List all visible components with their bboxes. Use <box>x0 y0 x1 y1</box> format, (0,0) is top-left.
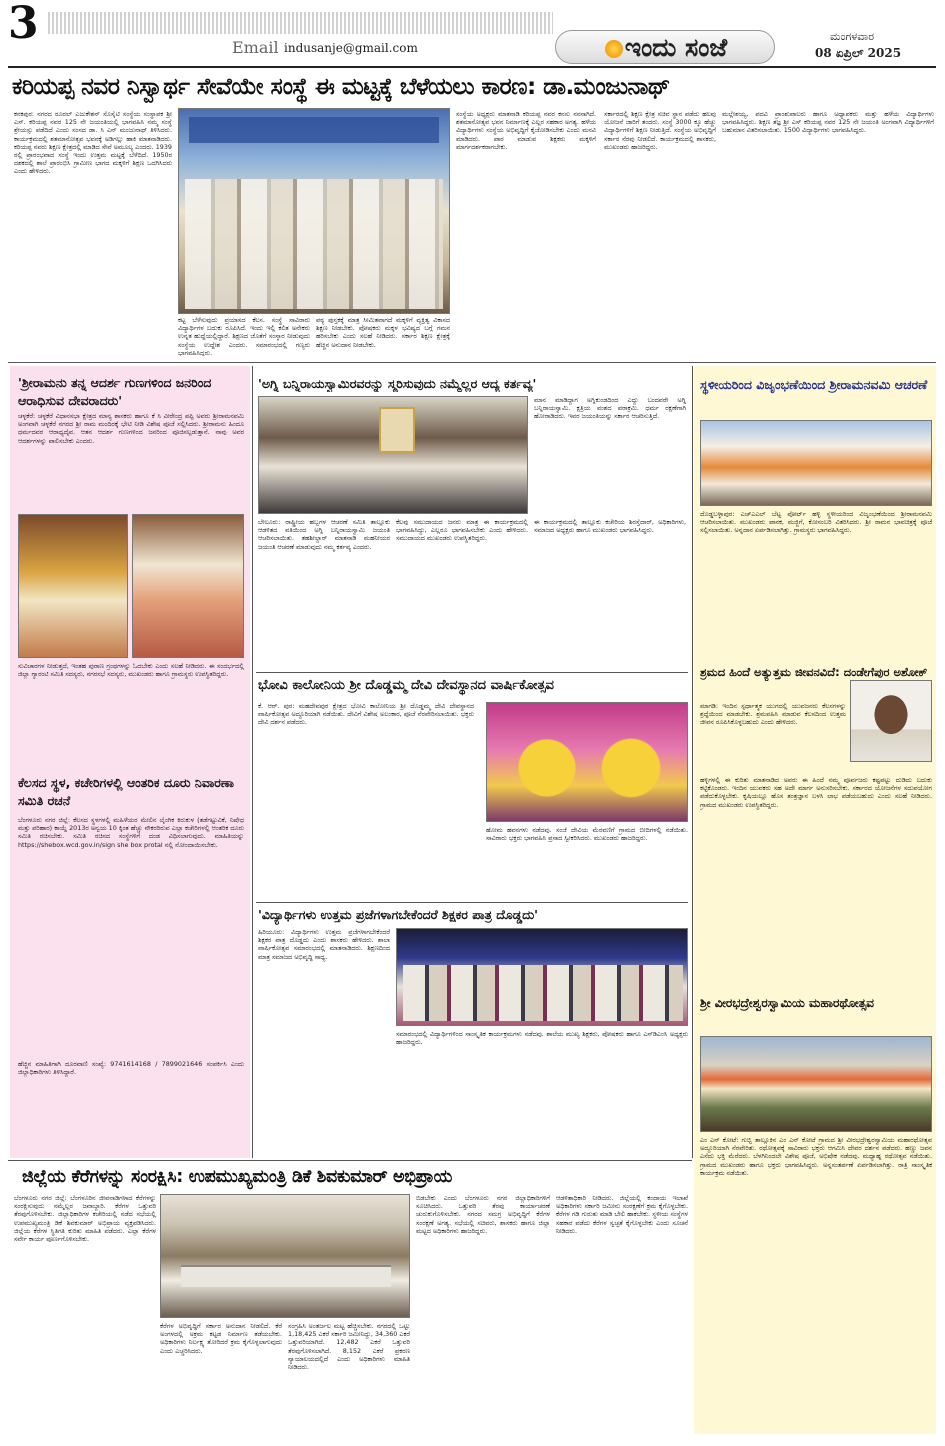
lead-photo-banner <box>189 117 439 143</box>
masthead-text: ಇಂದು ಸಂಜೆ <box>624 33 728 62</box>
complaint-headline: ಕೆಲಸದ ಸ್ಥಳ, ಕಚೇರಿಗಳಲ್ಲಿ ಆಂತರಿಕ ದೂರು ನಿವಾರಣಾ ಸಮಿತಿ ರಚನೆ <box>18 775 234 808</box>
bhovi-body-1: ಕೆ. ಆರ್. ಪುರ: ಮಹದೇವಪುರ ಕ್ಷೇತ್ರದ ಭೋವಿ ಕಾಲೋನಿಯ ಶ್ರೀ ದೊಡ್ಡಮ್ಮ ದೇವಿ ದೇವಸ್ಥಾನದ ವಾರ್ಷಿಕೋತ್ಸವ ಅದ್ದೂರಿಯಾಗಿ ನಡೆಯಿತು. ದೇವಿಗೆ ವಿಶೇಷ ಅಲಂಕಾರ, ಪೂಜೆ ನೆರವೇರಿಸಲಾಯಿತು. ಭಕ್ತರು ದೇವಿ ದರ್ಶನ ಪಡೆದರು. <box>258 702 474 727</box>
lakes-col-1: ಬೆಂಗಳೂರು ನಗರ ಜಿಲ್ಲೆ: ಬೆಂಗಳೂರಿನ ಜೀವನಾಡಿಗಳಾದ ಕೆರೆಗಳನ್ನು ಸಂರಕ್ಷಿಸುವುದು ನಮ್ಮೆಲ್ಲರ ಜವಾಬ್ದಾರಿ. ಕೆರೆಗಳ ಒತ್ತುವರಿ ತೆರವುಗೊಳಿಸಬೇಕು. ಜಿಲ್ಲಾಧಿಕಾರಿಗಳ ಕಚೇರಿಯಲ್ಲಿ ನಡೆದ ಸಭೆಯಲ್ಲಿ ಉಪಮುಖ್ಯಮಂತ್ರಿ ಡಿಕೆ ಶಿವಕುಮಾರ್ ಅಭಿಪ್ರಾಯ ವ್ಯಕ್ತಪಡಿಸಿದರು. ಜಿಲ್ಲೆಯ ಕೆರೆಗಳ ಸ್ಥಿತಿಗತಿ ಕುರಿತು ಮಾಹಿತಿ ಪಡೆದರು. ಎಲ್ಲಾ ಕೆರೆಗಳ ಸರ್ವೇ ಕಾರ್ಯ ಪೂರ್ಣಗೊಳಿಸಬೇಕು. <box>14 1194 156 1244</box>
agni-body-2: ಬೇಲೂರು: ರಾಷ್ಟ್ರೀಯ ಹಬ್ಬಗಳ ಆಚರಣೆ ಸಮಿತಿ ತಾಲ್ಲೂಕು ಆಡಳಿತದ ವತಿಯಿಂದ ಅಗ್ನಿ ಬನ್ನಿರಾಯಸ್ವಾಮಿ ಜಯಂತಿ ಆಚರಿಸಲಾಯಿತು. ತಹಶೀಲ್ದಾರ್ ಮಾತನಾಡಿ ಮಹನೀಯರ ಜಯಂತಿ ಆಚರಣೆ ಮಾಡುವುದು ನಮ್ಮ ಕರ್ತವ್ಯ ಎಂದರು. <box>258 518 390 551</box>
bhovi-headline: ಭೋವಿ ಕಾಲೋನಿಯ ಶ್ರೀ ದೊಡ್ಡಮ್ಮ ದೇವಿ ದೇವಸ್ಥಾನದ ವಾರ್ಷಿಕೋತ್ಸವ <box>258 678 554 693</box>
ramanavami-photo <box>700 420 932 506</box>
ashok-headline: ಶ್ರಮದ ಹಿಂದೆ ಅತ್ಯುತ್ತಮ ಜೀವನವಿದೆ: ದಂಡೇಗೆಪುರ ಅಶೋಕ್ <box>700 665 928 679</box>
email-address[interactable]: indusanje@gmail.com <box>284 41 418 55</box>
veerabhadra-body: ಎಂ ಎನ್ ಕೋಟೆ: ಗುಬ್ಬಿ ತಾಲ್ಲೂಕಿನ ಎಂ ಎನ್ ಕೋಟೆ ಗ್ರಾಮದ ಶ್ರೀ ವೀರಭದ್ರೇಶ್ವರಸ್ವಾಮಿಯ ಮಹಾರಥೋತ್ಸವ ಅದ್ದೂರಿಯಾಗಿ ನೆರವೇರಿತು. ರಥೋತ್ಸವಕ್ಕೆ ಸಾವಿರಾರು ಭಕ್ತರು ಆಗಮಿಸಿ ದೇವರ ದರ್ಶನ ಪಡೆದರು. ಹಣ್ಣು ಜವನ ಎಸೆದು ಭಕ್ತಿ ಮೆರೆದರು. ಬೆಳಗಿನಿಂದಲೇ ವಿಶೇಷ ಪೂಜೆ, ಅಭಿಷೇಕ ನಡೆದವು. ಮಧ್ಯಾಹ್ನ ರಥೋತ್ಸವ ನಡೆಯಿತು. ಗ್ರಾಮದ ಮುಖಂಡರು ಹಾಗೂ ಭಕ್ತರು ಭಾಗವಹಿಸಿದ್ದರು. ಅನ್ನಸಂತರ್ಪಣೆ ಏರ್ಪಡಿಸಲಾಗಿತ್ತು. ರಾತ್ರಿ ಸಾಂಸ್ಕೃತಿಕ ಕಾರ್ಯಕ್ರಮ ನಡೆಯಿತು. <box>700 1136 932 1177</box>
veerabhadra-headline: ಶ್ರೀ ವೀರಭದ್ರೇಶ್ವರಸ್ವಾಮಿಯ ಮಹಾರಥೋತ್ಸವ <box>700 996 874 1010</box>
lead-col-5: ಸರ್ಕಾರದಲ್ಲಿ ಶಿಕ್ಷಣ ಕ್ಷೇತ್ರ ಸಚಿವ ಸ್ಥಾನ ಪಡೆದು ಹಲವು ಯೋಜನೆ ಜಾರಿಗೆ ತಂದರು. ಸಂಸ್ಥೆ 3000 ಕ್ಕೂ ಹೆಚ್ಚು ವಿದ್ಯಾರ್ಥಿಗಳಿಗೆ ಶಿಕ್ಷಣ ನೀಡುತ್ತಿದೆ. ಸಂಸ್ಥೆಯ ಅಭಿವೃದ್ಧಿಗೆ ಸರ್ಕಾರ ನೆರವು ನೀಡಲಿದೆ. ಕಾರ್ಯಕ್ರಮದಲ್ಲಿ ಶಾಸಕರು, ಮುಖಂಡರು ಹಾಜರಿದ್ದರು. <box>604 110 716 151</box>
ashok-portrait <box>850 680 932 762</box>
lead-col-1: ಕನಕಪುರ: ನಗರದ ರೂರಲ್ ಎಜುಕೇಶನ್ ಸೊಸೈಟಿ ಸಂಸ್ಥೆಯ ಸಂಸ್ಥಾಪಕ ಶ್ರೀ ಎಸ್. ಕರಿಯಪ್ಪ ನವರ 125 ನೇ ಜಯಂತಿಯಲ್ಲಿ ಭಾಗವಹಿಸಿ ನಮ್ಮ ಸಂಸ್ಥೆ ಶ್ರೇಯಸ್ಸು ಪಡೆದಿದೆ ಎಂದು ಸಂಸದ ಡಾ. ಸಿ ಎನ್ ಮಂಜುನಾಥ್ ತಿಳಿಸಿದರು. ಕಾರ್ಯಕ್ರಮದಲ್ಲಿ ಶತಮಾನೋತ್ಸವ ಭವನಕ್ಕೆ ಅಡಿಗಲ್ಲು ಹಾಕಿ ಮಾತನಾಡಿದರು. ಕರಿಯಪ್ಪ ನವರು ಶಿಕ್ಷಣ ಕ್ಷೇತ್ರದಲ್ಲಿ ಮಾಡಿದ ಸೇವೆ ಅಮೂಲ್ಯ ಎಂದರು. 1939 ರಲ್ಲಿ ಪ್ರಾರಂಭವಾದ ಸಂಸ್ಥೆ ಇಂದು ಉತ್ತಮ ಮಟ್ಟಕ್ಕೆ ಬೆಳೆದಿದೆ. 1950ರ ದಶಕದಲ್ಲಿ ಶಾಲೆ ಪ್ರಾರಂಭಿಸಿ ಗ್ರಾಮೀಣ ಭಾಗದ ಮಕ್ಕಳಿಗೆ ಶಿಕ್ಷಣ ಒದಗಿಸಿದರು ಎಂದು ಹೇಳಿದರು. <box>14 110 172 176</box>
lead-col-2: ಕಟ್ಟ ಬೆಳೆಸುವುದು ಪ್ರಯಾಸದ ಕೆಲಸ. ಸಂಸ್ಥೆ ಸಾವಿರಾರು ವಿದ್ಯಾರ್ಥಿಗಳ ಬದುಕು ರೂಪಿಸಿದೆ. ಇಂದು ಇಲ್ಲಿ ಕಲಿತ ಅನೇಕರು ಉನ್ನತ ಹುದ್ದೆಯಲ್ಲಿದ್ದಾರೆ. ಶಿಕ್ಷಣದ ಜೊತೆಗೆ ಸಂಸ್ಕಾರ ನೀಡುವುದು ಸಂಸ್ಥೆಯ ಉದ್ದೇಶ ಎಂದರು. ಸಮಾರಂಭದಲ್ಲಿ ಗಣ್ಯರು ಭಾಗವಹಿಸಿದ್ದರು. <box>178 316 310 356</box>
lakes-col-5: ಆಡಳಿತಾಧಿಕಾರಿ ನೀಡಿದರು. ಜಿಲ್ಲೆಯಲ್ಲಿ ಕಂದಾಯ ಇಲಾಖೆ ಅಧಿಕಾರಿಗಳು ಸರ್ಕಾರಿ ಜಮೀನು ಸಂರಕ್ಷಣೆಗೆ ಕ್ರಮ ಕೈಗೊಳ್ಳಬೇಕು. ಕೆರೆಗಳ ಗಡಿ ಗುರುತು ಮಾಡಿ ಬೇಲಿ ಹಾಕಬೇಕು. ಸ್ಥಳೀಯ ಸಂಸ್ಥೆಗಳ ಸಹಕಾರ ಪಡೆದು ಕೆರೆಗಳ ಸ್ವಚ್ಛತೆ ಕೈಗೊಳ್ಳಬೇಕು ಎಂದು ಸೂಚನೆ ನೀಡಿದರು. <box>556 1194 688 1235</box>
email-label: Email <box>232 38 279 57</box>
lead-photo <box>178 108 450 314</box>
ramanavami-headline: ಸ್ಥಳೀಯರಿಂದ ವಿಜೃಂಭಣೆಯಿಂದ ಶ್ರೀರಾಮನವಮಿ ಆಚರಣೆ <box>700 377 928 392</box>
lead-col-3: ಪಠ್ಯ ಪುಸ್ತಕಕ್ಕೆ ಮಾತ್ರ ಸೀಮಿತವಾಗದೆ ಮಕ್ಕಳಿಗೆ ವ್ಯಕ್ತಿತ್ವ ವಿಕಾಸದ ಶಿಕ್ಷಣ ನೀಡಬೇಕು. ಪೋಷಕರು ಮಕ್ಕಳ ಭವಿಷ್ಯದ ಬಗ್ಗೆ ಗಮನ ಹರಿಸಬೇಕು ಎಂದು ಸಲಹೆ ನೀಡಿದರು. ಸರ್ಕಾರ ಶಿಕ್ಷಣ ಕ್ಷೇತ್ರಕ್ಕೆ ಹೆಚ್ಚಿನ ಅನುದಾನ ನೀಡಬೇಕು. <box>316 316 450 349</box>
bhovi-body-3: ಹೋಮ ಹವನಗಳು ನಡೆದವು. ಸಂಜೆ ದೇವಿಯ ಮೆರವಣಿಗೆ ಗ್ರಾಮದ ಬೀದಿಗಳಲ್ಲಿ ನಡೆಯಿತು. ಸಾವಿರಾರು ಭಕ್ತರು ಭಾಗವಹಿಸಿ ಪ್ರಸಾದ ಸ್ವೀಕರಿಸಿದರು. ಮುಖಂಡರು ಹಾಜರಿದ್ದರು. <box>486 826 688 843</box>
lakes-col-3: ಸಂಗ್ರಹಿಸಿ ಅಂತರ್ಜಲ ಮಟ್ಟ ಹೆಚ್ಚಿಸಬೇಕು. ನಗರದಲ್ಲಿ ಒಟ್ಟು 1,18,425 ಎಕರೆ ಸರ್ಕಾರಿ ಜಮೀನಿದ್ದು, 34,360 ಎಕರೆ ಒತ್ತುವರಿಯಾಗಿದೆ. 12,482 ಎಕರೆ ಒತ್ತುವರಿ ತೆರವುಗೊಳಿಸಲಾಗಿದೆ. 8,152 ಎಕರೆ ಪ್ರಕರಣ ನ್ಯಾಯಾಲಯದಲ್ಲಿದೆ ಎಂದು ಅಧಿಕಾರಿಗಳು ಮಾಹಿತಿ ನೀಡಿದರು. <box>288 1322 410 1372</box>
rama1-photo-2 <box>132 514 244 658</box>
agni-photo <box>258 396 528 514</box>
students-body-2: ಸಮಾರಂಭದಲ್ಲಿ ವಿದ್ಯಾರ್ಥಿಗಳಿಂದ ಸಾಂಸ್ಕೃತಿಕ ಕಾರ್ಯಕ್ರಮಗಳು ನಡೆದವು. ಶಾಲೆಯ ಮುಖ್ಯ ಶಿಕ್ಷಕರು, ಪೋಷಕರು ಹಾಗೂ ಎಸ್‌ಡಿಎಂಸಿ ಅಧ್ಯಕ್ಷರು ಹಾಜರಿದ್ದರು. <box>396 1030 688 1047</box>
agni-body-4: ಈ ಕಾರ್ಯಕ್ರಮದಲ್ಲಿ ತಾಲ್ಲೂಕು ಕಚೇರಿಯ ಶಿರಸ್ತೆದಾರ್, ಅಧಿಕಾರಿಗಳು, ಸಮಾಜದ ಅಧ್ಯಕ್ಷರು ಹಾಗೂ ಮುಖಂಡರು ಭಾಗವಹಿಸಿದ್ದರು. <box>534 518 686 535</box>
complaint-contact: ಹೆಚ್ಚಿನ ಮಾಹಿತಿಗಾಗಿ ದೂರವಾಣಿ ಸಂಖ್ಯೆ: 9741614168 / 7899021646 ಸಂಪರ್ಕಿಸಿ ಎಂದು ಜಿಲ್ಲಾಧಿಕಾರಿಗಳು ತಿಳಿಸಿದ್ದಾರೆ. <box>18 1060 244 1077</box>
rama1-body-2: ಸುವಿಚಾರಗಳ ನೀಡುತ್ತದೆ, ಇಂತಹ ಪುರಾಣ ಗ್ರಂಥಗಳನ್ನು ಓದಬೇಕು ಎಂದು ಸಲಹೆ ನೀಡಿದರು. ಈ ಸಂದರ್ಭದಲ್ಲಿ ಜಿಲ್ಲಾ ಗ್ಯಾರಂಟಿ ಸಮಿತಿ ಸದಸ್ಯರು, ನಗರಸಭೆ ಸದಸ್ಯರು, ಮುಖಂಡರು ಹಾಗೂ ಗ್ರಾಮಸ್ಥರು ಉಪಸ್ಥಿತರಿದ್ದರು. <box>18 662 244 679</box>
lead-col-6: ಮಲ್ಲೇಶಯ್ಯ, ಪದವಿ ಪ್ರಾಂಶುಪಾಲರು ಹಾಗೂ ಅಧ್ಯಾಪಕರು ಮತ್ತು ಹಳೆಯ ವಿದ್ಯಾರ್ಥಿಗಳು ಭಾಗವಹಿಸಿದ್ದರು. ಶಿಕ್ಷಣ ತಜ್ಞ ಶ್ರೀ ಎಸ್ ಕರಿಯಪ್ಪ ನವರ 125 ನೇ ಜಯಂತಿ ಅಂಗವಾಗಿ ವಿದ್ಯಾರ್ಥಿಗಳಿಗೆ ಬಹುಮಾನ ವಿತರಿಸಲಾಯಿತು. 1500 ವಿದ್ಯಾರ್ಥಿಗಳು ಭಾಗವಹಿಸಿದ್ದರು. <box>722 110 934 135</box>
rama1-body-1: ಚಳ್ಳಕೆರೆ: ಚಳ್ಳಕೆರೆ ವಿಧಾನಸಭಾ ಕ್ಷೇತ್ರದ ಮಾನ್ಯ ಶಾಸಕರು ಹಾಗೂ ಕೆ ಸಿ ವೀರೇಂದ್ರ ಪಪ್ಪಿ ಅವರು ಶ್ರೀರಾಮನವಮಿ ಅಂಗವಾಗಿ ಚಳ್ಳಕೆರೆ ನಗರದ ಶ್ರೀ ರಾಮ ಮಂದಿರಕ್ಕೆ ಭೇಟಿ ನೀಡಿ ವಿಶೇಷ ಪೂಜೆ ಸಲ್ಲಿಸಿದರು. ಶ್ರೀರಾಮನು ಹಿಂದೂ ಧರ್ಮದವರ ಆರಾಧ್ಯದೈವ. ಆತನ ಆದರ್ಶ ಗುಣಗಳಿಂದ ಜನರಿಂದ ಪೂಜಿಸಲ್ಪಡುತ್ತಾನೆ. ನಾವು ಅವರ ಆದರ್ಶಗಳನ್ನು ಪಾಲಿಸಬೇಕು ಎಂದರು. <box>18 412 244 445</box>
agni-photo-shrine <box>379 407 415 453</box>
agni-body-3: ಕೆಲವು ಸಮುದಾಯದ ಜನರು ಮಾತ್ರ ಈ ಕಾರ್ಯಕ್ರಮದಲ್ಲಿ ಭಾಗವಹಿಸಿದ್ದು, ಎಲ್ಲರೂ ಭಾಗವಹಿಸಬೇಕು ಎಂದು ಹೇಳಿದರು. ಸಮುದಾಯದ ಮುಖಂಡರು ಉಪಸ್ಥಿತರಿದ್ದರು. <box>396 518 528 543</box>
page-number: 3 <box>8 0 39 49</box>
veerabhadra-photo <box>700 1036 932 1132</box>
lead-col-4: ಸಂಸ್ಥೆಯ ಅಧ್ಯಕ್ಷರು ಮಾತನಾಡಿ ಕರಿಯಪ್ಪ ನವರ ಕನಸು ನನಸಾಗಿದೆ. ಶತಮಾನೋತ್ಸವ ಭವನ ನಿರ್ಮಾಣಕ್ಕೆ ಎಲ್ಲರ ಸಹಕಾರ ಅಗತ್ಯ. ಹಳೆಯ ವಿದ್ಯಾರ್ಥಿಗಳು ಸಂಸ್ಥೆಯ ಅಭಿವೃದ್ಧಿಗೆ ಕೈಜೋಡಿಸಬೇಕು ಎಂದು ಮನವಿ ಮಾಡಿದರು. ಪಾಠ ಮಾಡುವ ಶಿಕ್ಷಕರು ಮಕ್ಕಳಿಗೆ ಮಾರ್ಗದರ್ಶಕರಾಗಬೇಕು. <box>456 110 596 151</box>
date: 08 ಏಪ್ರಿಲ್ 2025 <box>815 46 902 60</box>
rama1-headline: 'ಶ್ರೀರಾಮನು ತನ್ನ ಆದರ್ಶ ಗುಣಗಳಿಂದ ಜನರಿಂದ ಆರಾಧಿಸುವ ದೇವರಾದರು' <box>18 375 212 408</box>
complaint-body: ಬೆಂಗಳೂರು ನಗರ ಜಿಲ್ಲೆ: ಕೆಲಸದ ಸ್ಥಳಗಳಲ್ಲಿ ಮಹಿಳೆಯರ ಮೇಲಿನ ಲೈಂಗಿಕ ಕಿರುಕುಳ (ತಡೆಗಟ್ಟುವಿಕೆ, ನಿಷೇಧ ಮತ್ತು ಪರಿಹಾರ) ಕಾಯ್ದೆ 2013ರ ಅನ್ವಯ 10 ಕ್ಕಿಂತ ಹೆಚ್ಚು ನೌಕರರಿರುವ ಎಲ್ಲಾ ಕಚೇರಿಗಳಲ್ಲಿ ಆಂತರಿಕ ದೂರು ಸಮಿತಿ ರಚಿಸಬೇಕು. ಸಮಿತಿ ರಚಿಸದ ಸಂಸ್ಥೆಗಳಿಗೆ ದಂಡ ವಿಧಿಸಲಾಗುವುದು. ಮಾಹಿತಿಯನ್ನು https://shebox.wcd.gov.in/sign she box protal ನಲ್ಲಿ ನೋಂದಾಯಿಸಬೇಕು. <box>18 816 244 849</box>
students-photo-people <box>403 965 683 1021</box>
agni-headline: 'ಅಗ್ನಿ ಬನ್ನಿರಾಯಸ್ವಾಮಿರವರನ್ನು ಸ್ಮರಿಸುವುದು ನಮ್ಮೆಲ್ಲರ ಆದ್ಯ ಕರ್ತವ್ಯ' <box>258 376 537 391</box>
header-rule <box>48 12 553 34</box>
lakes-col-4: ಬಿಡಬೇಕು ಎಂದು ಬೆಂಗಳೂರು ನಗರ ಜಿಲ್ಲಾಧಿಕಾರಿಗಳಿಗೆ ಸೂಚಿಸಿದರು. ಒತ್ತುವರಿ ತೆರವು ಕಾರ್ಯಾಚರಣೆ ಚುರುಕುಗೊಳಿಸಬೇಕು. ನಗರದ ಸಮಗ್ರ ಅಭಿವೃದ್ಧಿಗೆ ಕೆರೆಗಳ ಸಂರಕ್ಷಣೆ ಅಗತ್ಯ. ಸಭೆಯಲ್ಲಿ ಸಚಿವರು, ಶಾಸಕರು ಹಾಗೂ ಜಿಲ್ಲಾ ಮಟ್ಟದ ಅಧಿಕಾರಿಗಳು ಹಾಜರಿದ್ದರು. <box>416 1194 550 1235</box>
lakes-photo <box>160 1194 410 1318</box>
bhovi-photo <box>486 702 688 822</box>
ashok-body-1: ಮಾಗಡಿ: ಇಂದಿನ ಸ್ಪರ್ಧಾತ್ಮಕ ಯುಗದಲ್ಲಿ ಯುವಜನರು ಕೆಲಸಗಳನ್ನು ಶ್ರದ್ಧೆಯಿಂದ ಮಾಡಬೇಕು. ಶ್ರಮವಹಿಸಿ ಮಾಡುವ ಕೆಲಸದಿಂದ ಉತ್ತಮ ಜೀವನ ರೂಪಿಸಿಕೊಳ್ಳಬಹುದು ಎಂದು ಹೇಳಿದರು. <box>700 702 846 727</box>
ramanavami-body: ದೊಡ್ಡಬಳ್ಳಾಪುರ: ಎಚ್‌ಎಎಲ್ ಬೆಟ್ಟ ಪೋರ್ಟ್ ಹಳ್ಳಿ ಸ್ಥಳೀಯರಿಂದ ವಿಜೃಂಭಣೆಯಿಂದ ಶ್ರೀರಾಮನವಮಿ ಆಚರಿಸಲಾಯಿತು. ಮುಖಂಡರು ಪಾನಕ, ಮಜ್ಜಿಗೆ, ಕೋಸಂಬರಿ ವಿತರಿಸಿದರು. ಶ್ರೀ ರಾಮನ ಭಾವಚಿತ್ರಕ್ಕೆ ಪೂಜೆ ಸಲ್ಲಿಸಲಾಯಿತು. ಅನ್ನದಾನ ಏರ್ಪಡಿಸಲಾಗಿತ್ತು. ಗ್ರಾಮಸ್ಥರು ಭಾಗವಹಿಸಿದ್ದರು. <box>700 510 932 535</box>
ashok-body-2: ಹಳ್ಳಿಗಳಲ್ಲಿ ಈ ಕುರಿತು ಮಾತನಾಡಿದ ಅವರು ಈ ಹಿಂದೆ ನಮ್ಮ ಪೂರ್ವಜರು ಕಷ್ಟಪಟ್ಟು ದುಡಿದು ಬದುಕು ಕಟ್ಟಿಕೊಂಡರು. ಇಂದಿನ ಯುವಕರು ಸಹ ಅದೇ ಮಾರ್ಗ ಅನುಸರಿಸಬೇಕು. ಸರ್ಕಾರದ ಯೋಜನೆಗಳ ಸದುಪಯೋಗ ಪಡೆದುಕೊಳ್ಳಬೇಕು. ಕೃಷಿಯಲ್ಲೂ ಹೊಸ ತಂತ್ರಜ್ಞಾನ ಬಳಸಿ ಲಾಭ ಪಡೆಯಬಹುದು ಎಂದು ಸಲಹೆ ನೀಡಿದರು. ಗ್ರಾಮದ ಮುಖಂಡರು ಉಪಸ್ಥಿತರಿದ್ದರು. <box>700 776 932 809</box>
bhovi-bottom-rule <box>256 902 688 903</box>
agni-bottom-rule <box>256 672 688 673</box>
lead-photo-people <box>185 179 443 309</box>
lakes-col-2: ಕೆರೆಗಳ ಅಭಿವೃದ್ಧಿಗೆ ಸರ್ಕಾರ ಅನುದಾನ ನೀಡಲಿದೆ. ಕೆರೆ ಅಂಗಳದಲ್ಲಿ ಅಕ್ರಮ ಕಟ್ಟಡ ನಿರ್ಮಾಣ ತಡೆಯಬೇಕು. ಅಧಿಕಾರಿಗಳು ನಿರ್ಲಕ್ಷ್ಯ ತೋರಿದರೆ ಕ್ರಮ ಕೈಗೊಳ್ಳಲಾಗುವುದು ಎಂದು ಎಚ್ಚರಿಸಿದರು. <box>160 1322 282 1355</box>
right-column-rule <box>692 366 693 1158</box>
header-bottom-rule <box>8 66 936 68</box>
lakes-top-rule <box>8 1160 692 1161</box>
lead-bottom-rule <box>8 362 936 363</box>
left-column-rule <box>252 366 253 1158</box>
lakes-headline: ಜಿಲ್ಲೆಯ ಕೆರೆಗಳನ್ನು ಸಂರಕ್ಷಿಸಿ: ಉಪಮುಖ್ಯಮಂತ್ರಿ ಡಿಕೆ ಶಿವಕುಮಾರ್ ಅಭಿಪ್ರಾಯ <box>22 1167 453 1187</box>
masthead-logo <box>555 30 775 64</box>
lakes-photo-table <box>181 1265 391 1287</box>
students-photo <box>396 928 688 1026</box>
day: ಮಂಗಳವಾರ <box>830 30 875 43</box>
agni-body-1: ಮಾನ ಮಾಡಿದ್ದಾಗ ಅಗ್ನಿಕುಂಡದಿಂದ ಎದ್ದು ಬಂದವರೇ ಅಗ್ನಿ ಬನ್ನಿರಾಯಸ್ವಾಮಿ. ಕ್ಷತ್ರಿಯ ವಂಶದ ಪರಾಕ್ರಮಿ. ಧರ್ಮ ರಕ್ಷಣೆಗಾಗಿ ಹೋರಾಡಿದರು. ಇವರ ಜಯಂತಿಯನ್ನು ಸರ್ಕಾರ ಆಚರಿಸುತ್ತಿದೆ. <box>534 396 686 421</box>
rama1-photo-1 <box>18 514 128 658</box>
students-body-1: ಹಿರಿಯೂರು: ವಿದ್ಯಾರ್ಥಿಗಳು ಉತ್ತಮ ಪ್ರಜೆಗಳಾಗಬೇಕೆಂದರೆ ಶಿಕ್ಷಕರ ಪಾತ್ರ ದೊಡ್ಡದು ಎಂದು ಶಾಸಕರು ಹೇಳಿದರು. ಶಾಲಾ ವಾರ್ಷಿಕೋತ್ಸವ ಸಮಾರಂಭದಲ್ಲಿ ಮಾತನಾಡಿದರು. ಶಿಕ್ಷಣದಿಂದ ಮಾತ್ರ ಸಮಾಜದ ಅಭಿವೃದ್ಧಿ ಸಾಧ್ಯ. <box>258 928 390 961</box>
students-headline: 'ವಿದ್ಯಾರ್ಥಿಗಳು ಉತ್ತಮ ಪ್ರಜೆಗಳಾಗಬೇಕೆಂದರೆ ಶಿಕ್ಷಕರ ಪಾತ್ರ ದೊಡ್ಡದು' <box>258 907 539 922</box>
lead-headline: ಕರಿಯಪ್ಪ ನವರ ನಿಸ್ವಾರ್ಥ ಸೇವೆಯೇ ಸಂಸ್ಥೆ ಈ ಮಟ್ಟಕ್ಕೆ ಬೆಳೆಯಲು ಕಾರಣ: ಡಾ.ಮಂಜುನಾಥ್ <box>12 74 670 100</box>
masthead-sun-icon <box>605 40 623 58</box>
